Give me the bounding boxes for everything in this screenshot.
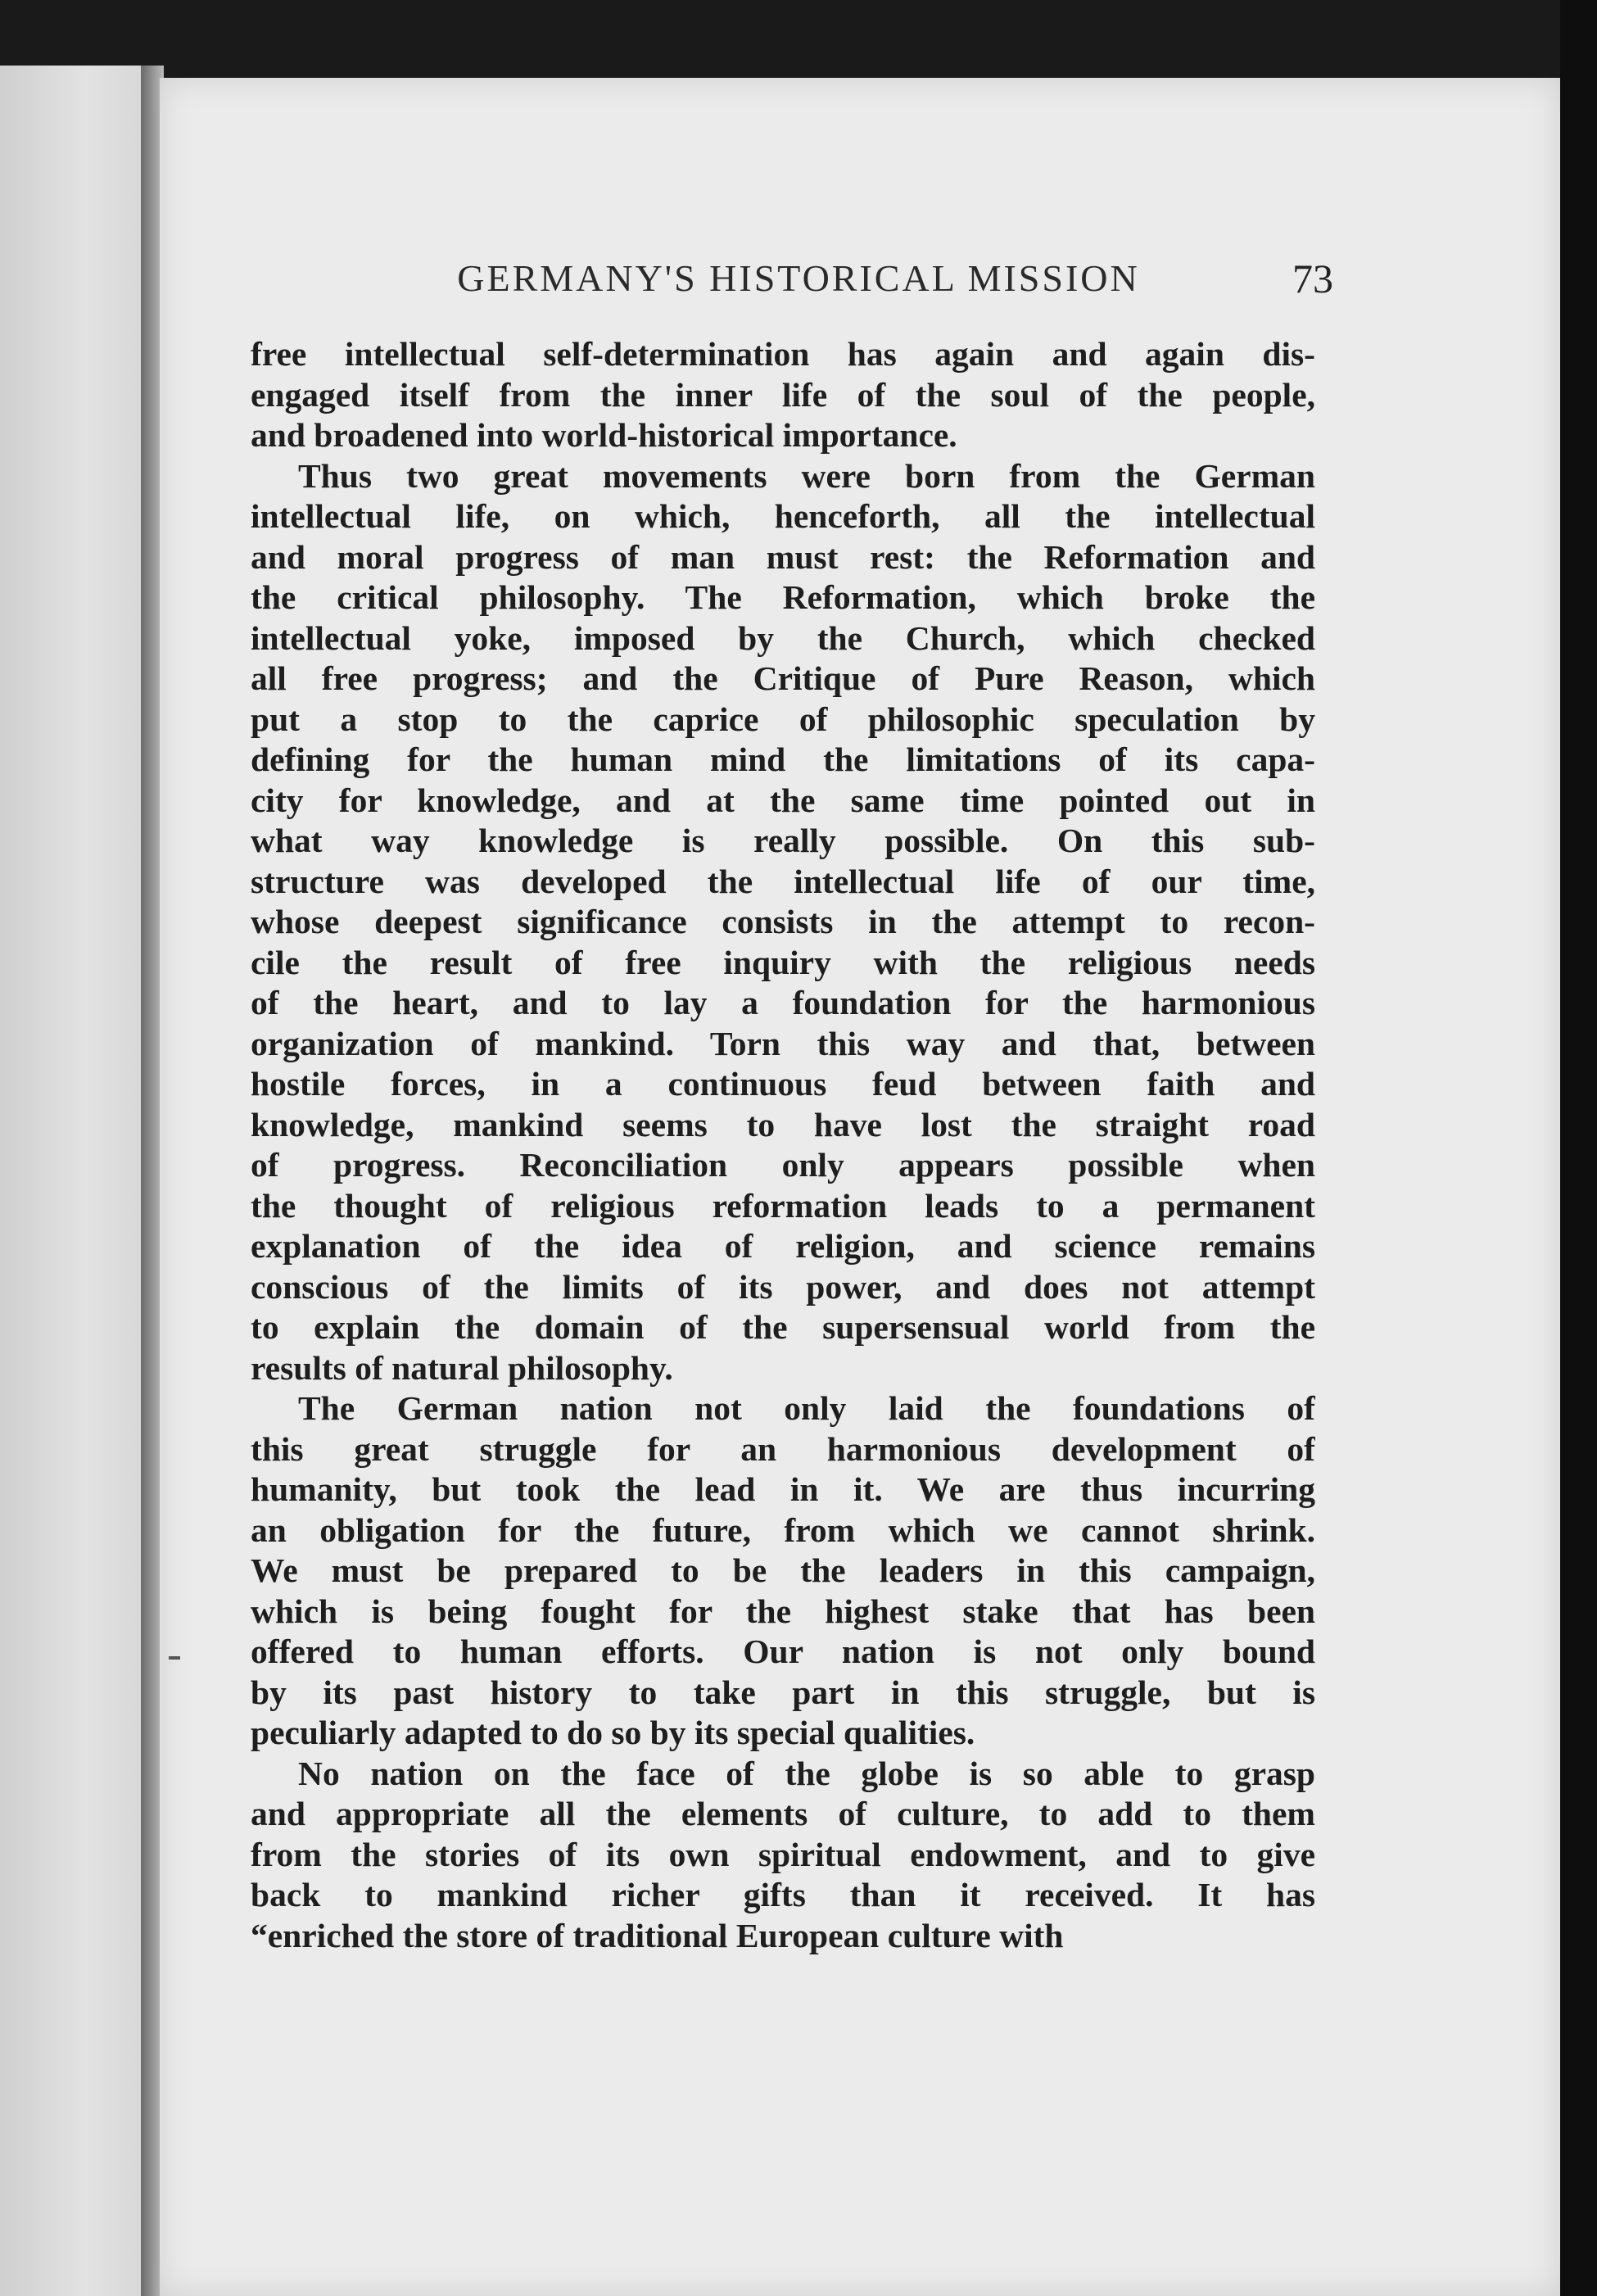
text-line: structure was developed the intellectual life of our time, <box>251 862 1315 900</box>
page-number: 73 <box>1292 256 1333 301</box>
body-text <box>251 334 1315 1956</box>
text-line: hostile forces, in a continuous feud between faith and <box>251 1065 1315 1103</box>
text-line: city for knowledge, and at the same time pointed out in <box>251 781 1315 819</box>
text-line: of progress. Reconciliation only appears possible when <box>251 1146 1315 1184</box>
text-line: intellectual yoke, imposed by the Church, which checked <box>251 618 1315 657</box>
text-line: free intellectual self-determination has again and again dis- <box>251 335 1315 373</box>
text-line: an obligation for the future, from which we cannot shrink. <box>251 1510 1315 1549</box>
running-head-title: GERMANY'S HISTORICAL MISSION <box>457 257 1140 299</box>
text-line: organization of mankind. Torn this way and that, between <box>251 1024 1315 1062</box>
text-line: We must be prepared to be the leaders in this campaign, <box>251 1551 1315 1589</box>
text-line: knowledge, mankind seems to have lost the straight road <box>251 1105 1315 1143</box>
text-line: the critical philosophy. The Reformation, which broke the <box>251 578 1315 616</box>
text-line: The German nation not only laid the foundations of <box>298 1389 1315 1427</box>
text-line: and broadened into world-historical importance. <box>251 416 957 454</box>
text-line: the thought of religious reformation leads to a permanent <box>251 1186 1315 1225</box>
paragraph <box>251 1754 1315 1957</box>
text-line: this great struggle for an harmonious development of <box>251 1429 1315 1468</box>
text-line: and moral progress of man must rest: the Reformation and <box>251 537 1315 576</box>
text-line: whose deepest significance consists in the attempt to recon- <box>251 903 1315 940</box>
margin-mark <box>169 1656 180 1660</box>
text-line: all free progress; and the Critique of Pure Reason, which <box>251 659 1315 697</box>
text-line: humanity, but took the lead in it. We are thus incurring <box>251 1470 1315 1508</box>
text-line: conscious of the limits of its power, and does not attempt <box>251 1267 1315 1306</box>
text-line: defining for the human mind the limitations of its capa- <box>251 740 1315 778</box>
text-line: offered to human efforts. Our nation is not only bound <box>251 1633 1315 1670</box>
text-line: from the stories of its own spiritual endowment, and to give <box>251 1835 1315 1873</box>
text-line: of the heart, and to lay a foundation for the harmonious <box>251 984 1315 1021</box>
text-line: peculiarly adapted to do so by its special qualities. <box>251 1714 975 1751</box>
text-line: “enriched the store of traditional European culture with <box>251 1916 1064 1954</box>
text-line: to explain the domain of the supersensual world from the <box>251 1308 1315 1346</box>
text-line: Thus two great movements were born from the German <box>298 456 1315 495</box>
text-line: engaged itself from the inner life of the soul of the people, <box>251 375 1315 414</box>
text-line: explanation of the idea of religion, and science remains <box>251 1227 1315 1265</box>
paragraph <box>251 1388 1315 1754</box>
paragraph <box>251 456 1315 1389</box>
text-line: cile the result of free inquiry with the religious needs <box>251 943 1315 981</box>
text-line: what way knowledge is really possible. On this sub- <box>251 822 1315 859</box>
text-line: which is being fought for the highest stake that has been <box>251 1592 1315 1630</box>
text-line: intellectual life, on which, henceforth, all the intellectual <box>251 497 1315 535</box>
paragraph <box>251 334 1315 456</box>
text-line: No nation on the face of the globe is so able to grasp <box>298 1754 1315 1792</box>
scan-margin <box>1560 0 1597 2296</box>
text-line: and appropriate all the elements of culture, to add to them <box>251 1795 1315 1832</box>
text-line: put a stop to the caprice of philosophic speculation by <box>251 700 1315 738</box>
text-line: back to mankind richer gifts than it received. It has <box>251 1876 1315 1913</box>
text-line: by its past history to take part in this struggle, but is <box>251 1673 1315 1711</box>
text-line: results of natural philosophy. <box>251 1348 673 1387</box>
facing-page-edge <box>0 66 143 2296</box>
